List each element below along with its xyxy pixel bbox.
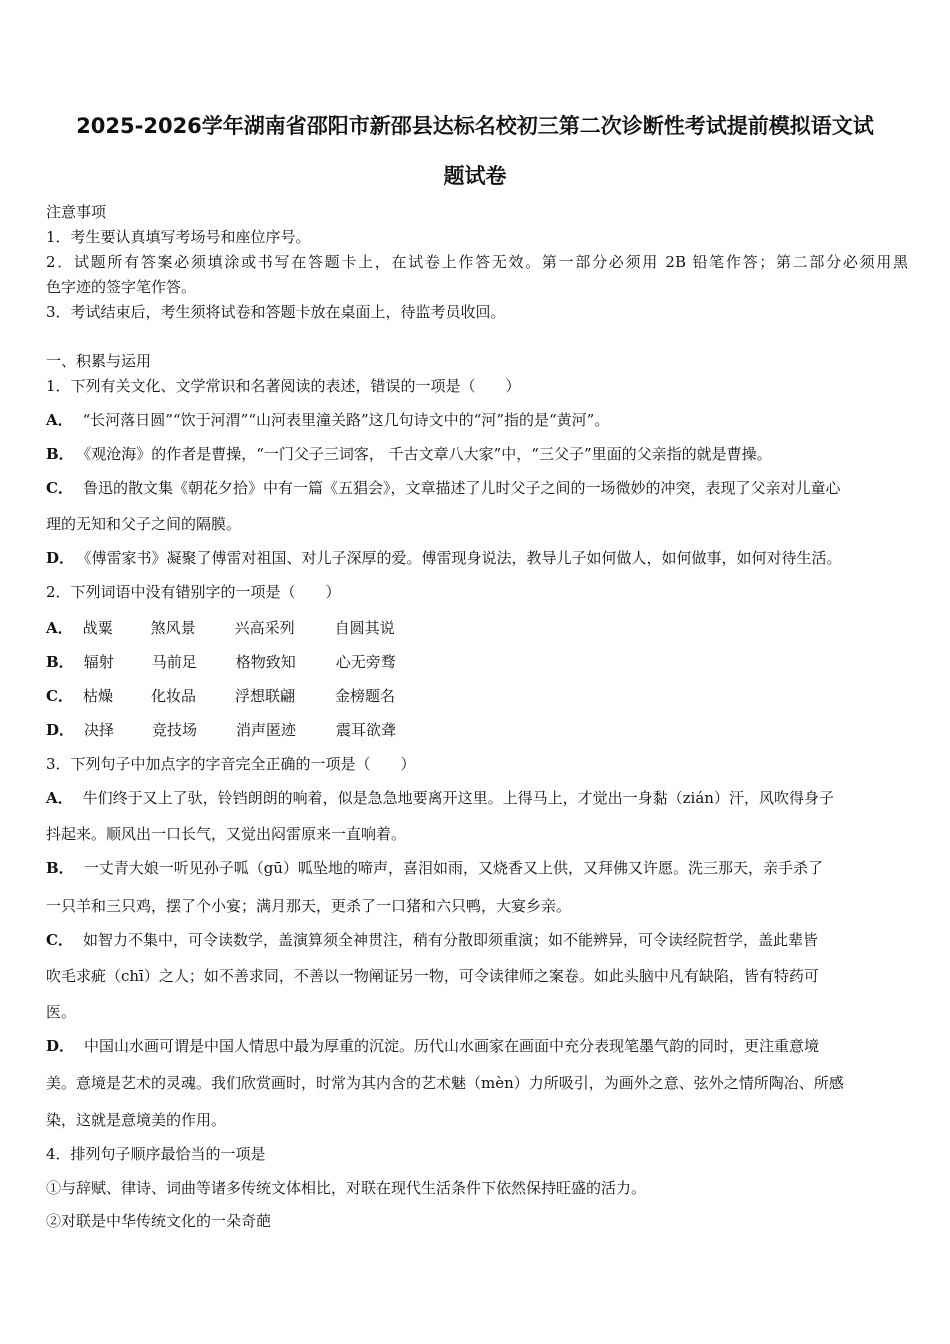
- word: 格物致知: [235, 653, 296, 671]
- option-label: C．: [46, 931, 73, 949]
- option-label: B．: [46, 653, 74, 671]
- q3-option-c-cont2: 医。: [46, 1003, 77, 1021]
- word: 化妆品: [150, 687, 196, 705]
- notice-item-1: 1．考生要认真填写考场号和座位序号。: [46, 228, 311, 246]
- notice-item-2a: 2．试题所有答案必须填涂或书写在答题卡上，在试卷上作答无效。第一部分必须用 2B 铅笔作答；第二部分必须用黑: [46, 253, 908, 271]
- option-label: A．: [46, 619, 73, 637]
- option-text: 一丈青大娘一听见孙子呱（gū）呱坠地的啼声，喜泪如雨，又烧香又上供，又拜佛又许愿。洗三那天，亲手杀了: [83, 859, 823, 877]
- q3-option-d: [46, 1036, 908, 1056]
- option-label: B．: [46, 859, 74, 877]
- option-label: C．: [46, 479, 73, 497]
- option-text: 牛们终于又上了驮，铃铛朗朗的响着，似是急急地要离开这里。上得马上，才觉出一身黏（zián）汗，风吹得身子: [82, 789, 834, 807]
- option-label: D．: [46, 549, 75, 567]
- q3-option-b-cont: 一只羊和三只鸡，摆了个小宴；满月那天，更杀了一口猪和六只鸭，大宴乡亲。: [46, 897, 572, 915]
- q2-option-b: [46, 652, 908, 672]
- q1-option-d: [46, 548, 908, 568]
- word: 决择: [84, 721, 115, 739]
- q4-sentence-1: ①与辞赋、律诗、词曲等诸多传统文体相比，对联在现代生活条件下依然保持旺盛的活力。: [46, 1179, 647, 1197]
- notice-item-3: 3．考试结束后，考生须将试卷和答题卡放在桌面上，待监考员收回。: [46, 303, 506, 321]
- word: 自圆其说: [334, 619, 395, 637]
- option-text: 中国山水画可谓是中国人情思中最为厚重的沉淀。历代山水画家在画面中充分表现笔墨气韵的同时，更注重意境: [84, 1037, 820, 1055]
- q1-option-c: [46, 478, 908, 498]
- option-text: 《傅雷家书》凝聚了傅雷对祖国、对儿子深厚的爱。傅雷现身说法，教导儿子如何做人，如何做事，如何对待生活。: [84, 549, 842, 567]
- q2-option-d: [46, 720, 908, 740]
- q3-option-c: [46, 930, 908, 950]
- word: 马前足: [151, 653, 197, 671]
- word: 浮想联翩: [234, 687, 295, 705]
- q1-option-c-cont: 理的无知和父子之间的隔膜。: [46, 515, 242, 533]
- q2-option-c: [46, 686, 908, 706]
- q4-sentence-2: ②对联是中华传统文化的一朵奇葩: [46, 1212, 272, 1230]
- option-label: B．: [46, 445, 74, 463]
- option-label: C．: [46, 687, 73, 705]
- option-label: D．: [46, 721, 75, 739]
- q3-option-d-cont1: 美。意境是艺术的灵魂。我们欣赏画时，时常为其内含的艺术魅（mèn）力所吸引，为画外之意、弦外之情所陶冶、所感: [46, 1074, 844, 1092]
- word: 兴高采列: [234, 619, 295, 637]
- word: 枯燥: [82, 687, 113, 705]
- q2-option-a: [46, 618, 908, 638]
- option-text: 《观沧海》的作者是曹操，“一门父子三词客， 千古文章八大家”中，“三父子”里面的父亲指的就是曹操。: [83, 445, 772, 463]
- notice-heading: 注意事项: [46, 203, 107, 221]
- option-label: A．: [46, 789, 73, 807]
- q1-stem: 1．下列有关文化、文学常识和名著阅读的表述，错误的一项是（ ）: [46, 377, 521, 395]
- word: 竞技场: [152, 721, 198, 739]
- q3-option-d-cont2: 染，这就是意境美的作用。: [46, 1111, 227, 1129]
- exam-title-line2: 题试卷: [443, 164, 507, 188]
- q3-option-b: [46, 858, 908, 878]
- word: 金榜题名: [334, 687, 395, 705]
- exam-title-line1: 2025-2026学年湖南省邵阳市新邵县达标名校初三第二次诊断性考试提前模拟语文试: [76, 114, 874, 138]
- word: 心无旁骛: [335, 653, 396, 671]
- q1-option-b: [46, 444, 908, 464]
- word: 辐射: [83, 653, 114, 671]
- q3-option-a-cont: 抖起来。顺风出一口长气，又觉出闷雷原来一直响着。: [46, 825, 407, 843]
- notice-item-2b: 色字迹的签字笔作答。: [46, 278, 197, 296]
- q3-option-c-cont1: 吹毛求疵（chī）之人；如不善求同，不善以一物阐证另一物，可令读律师之案卷。如此头脑中凡有缺陷，皆有特药可: [46, 967, 819, 985]
- section-heading: 一、积累与运用: [46, 352, 152, 370]
- word: 消声匿迹: [236, 721, 297, 739]
- q3-option-a: [46, 788, 908, 808]
- q2-stem: 2．下列词语中没有错别字的一项是（ ）: [46, 583, 341, 601]
- q1-option-a: [46, 410, 908, 430]
- option-text: 如智力不集中，可令读数学，盖演算须全神贯注，稍有分散即须重演；如不能辨异，可令读经院哲学，盖此辈皆: [82, 931, 818, 949]
- q3-stem: 3．下列句子中加点字的字音完全正确的一项是（ ）: [46, 755, 416, 773]
- option-text: “长河落日圆”“饮于河渭”“山河表里潼关路”这几句诗文中的“河”指的是“黄河”。: [82, 411, 610, 429]
- word: 煞风景: [150, 619, 196, 637]
- option-label: D．: [46, 1037, 75, 1055]
- word: 战粟: [82, 619, 113, 637]
- q4-stem: 4．排列句子顺序最恰当的一项是: [46, 1145, 266, 1163]
- word: 震耳欲聋: [336, 721, 397, 739]
- option-label: A．: [46, 411, 73, 429]
- option-text: 鲁迅的散文集《朝花夕拾》中有一篇《五猖会》，文章描述了儿时父子之间的一场微妙的冲突，表现了父亲对儿童心: [82, 479, 841, 497]
